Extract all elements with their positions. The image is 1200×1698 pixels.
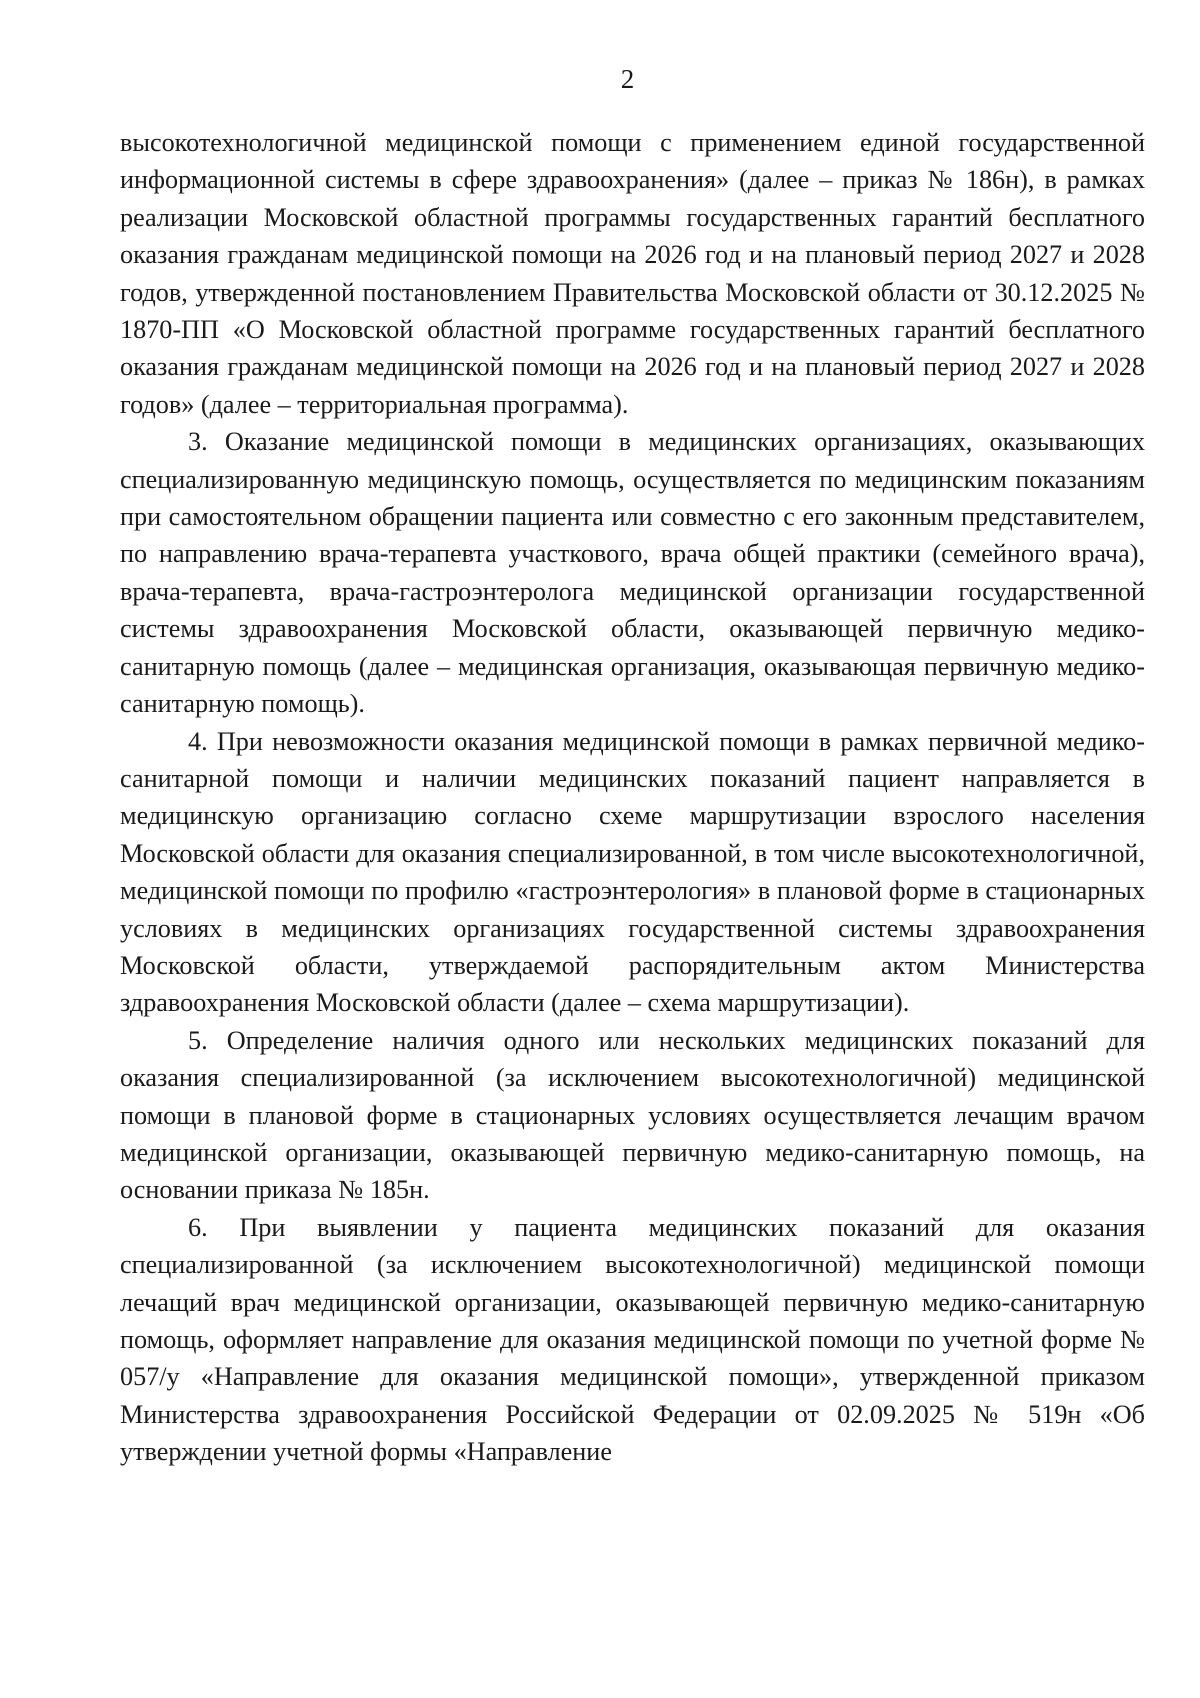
paragraph-6: 6. При выявлении у пациента медицинских показаний для оказания специализированной (за исключением высокотехнологичной) медицинской помощи лечащий врач медицинской организации, оказывающей первичную медико-санитарную помощь, оформляет направление для оказания медицинской помощи по учетной форме № 057/у «Направление для оказания медицинской помощи», утвержденной приказом Министерства здравоохранения Российской Федерации от 02.09.2025 № 519н «Об утверждении учетной формы «Направление: [120, 1212, 1145, 1467]
paragraph-5: 5. Определение наличия одного или нескольких медицинских показаний для оказания специализированной (за исключением высокотехнологичной) медицинской помощи в плановой форме в стационарных условиях осуществляется лечащим врачом медицинской организации, оказывающей первичную медико-санитарную помощь, на основании приказа № 185н.: [120, 1025, 1145, 1205]
paragraph-4: 4. При невозможности оказания медицинской помощи в рамках первичной медико-санитарной помощи и наличии медицинских показаний пациент направляется в медицинскую организацию согласно схеме маршрутизации взрослого населения Московской области для оказания специализированной, в том числе высокотехнологичной, медицинской помощи по профилю «гастроэнтерология» в плановой форме в стационарных условиях в медицинских организациях государственной системы здравоохранения Московской области, утверждаемой распорядительным актом Министерства здравоохранения Московской области (далее – схема маршрутизации).: [120, 726, 1145, 1018]
document-body: [120, 124, 1145, 1471]
page-number: 2: [620, 64, 635, 94]
paragraph-continuation: высокотехнологичной медицинской помощи с применением единой государственной информационной системы в сфере здравоохранения» (далее – приказ № 186н), в рамках реализации Московской областной программы государственных гарантий бесплатного оказания гражданам медицинской помощи на 2026 год и на плановый период 2027 и 2028 годов, утвержденной постановлением Правительства Московской области от 30.12.2025 № 1870-ПП «О Московской областной программе государственных гарантий бесплатного оказания гражданам медицинской помощи на 2026 год и на плановый период 2027 и 2028 годов» (далее – территориальная программа).: [120, 128, 1145, 419]
paragraph-3: 3. Оказание медицинской помощи в медицинских организациях, оказывающих специализированную медицинскую помощь, осуществляется по медицинским показаниям при самостоятельном обращении пациента или совместно с его законным представителем, по направлению врача-терапевта участкового, врача общей практики (семейного врача), врача-терапевта, врача-гастроэнтеролога медицинской организации государственной системы здравоохранения Московской области, оказывающей первичную медико-санитарную помощь (далее – медицинская организация, оказывающая первичную медико-санитарную помощь).: [120, 427, 1145, 719]
